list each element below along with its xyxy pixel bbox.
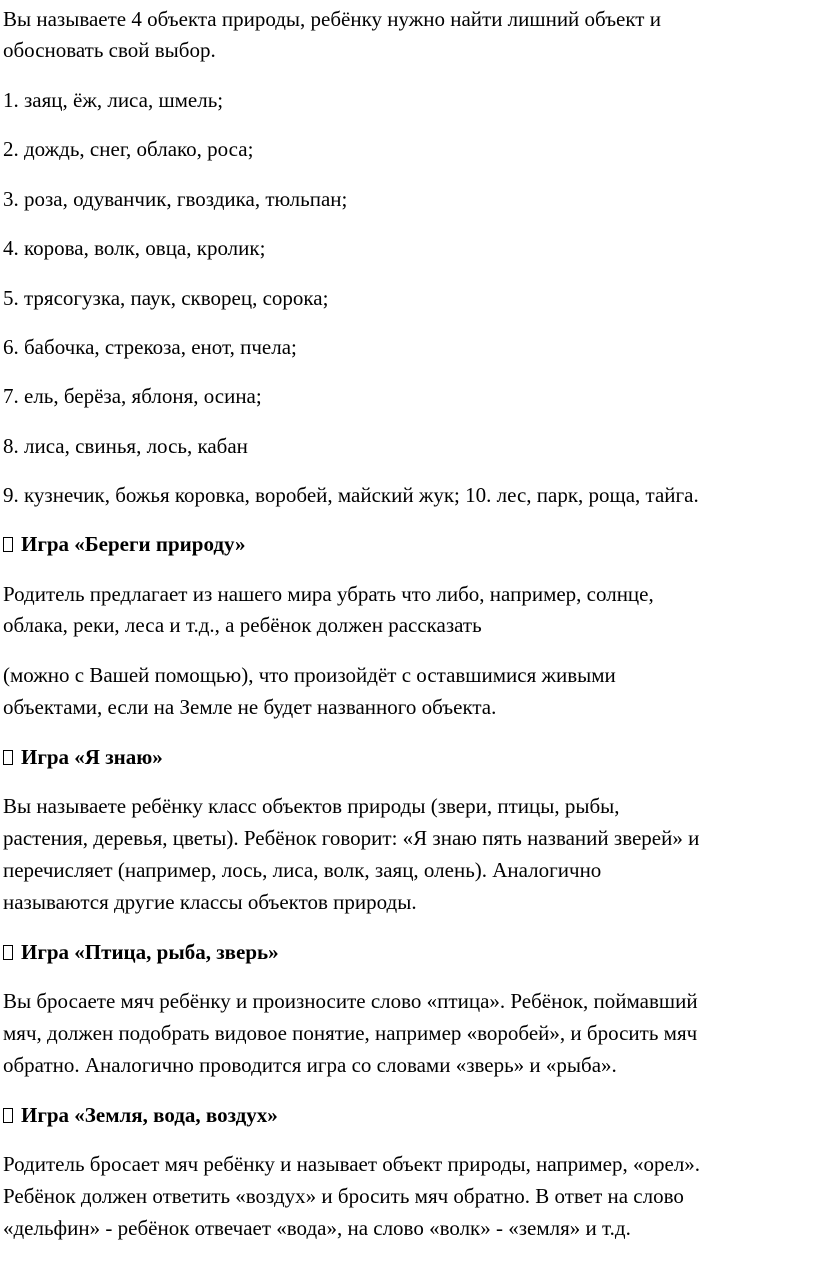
list-item: 3. роза, одуванчик, гвоздика, тюльпан; xyxy=(3,187,348,211)
paragraph-line: обратно. Аналогично проводится игра со словами «зверь» и «рыба». xyxy=(3,1053,617,1077)
checkbox-glyph-icon xyxy=(3,537,13,552)
list-item: 2. дождь, снег, облако, роса; xyxy=(3,137,254,161)
paragraph-line: Родитель предлагает из нашего мира убрать что либо, например, солнце, xyxy=(3,582,654,606)
game-title: Игра «Я знаю» xyxy=(21,745,163,769)
list-item: 1. заяц, ёж, лиса, шмель; xyxy=(3,88,224,112)
game-heading xyxy=(3,1100,278,1130)
paragraph-line: (можно с Вашей помощью), что произойдёт с оставшимися живыми xyxy=(3,663,616,687)
list-item: 7. ель, берёза, яблоня, осина; xyxy=(3,384,262,408)
paragraph-line: объектами, если на Земле не будет названного объекта. xyxy=(3,695,497,719)
paragraph-line: Вы бросаете мяч ребёнку и произносите слово «птица». Ребёнок, поймавший xyxy=(3,989,698,1013)
game-heading xyxy=(3,742,163,772)
list-item: 5. трясогузка, паук, скворец, сорока; xyxy=(3,286,329,310)
paragraph-line: облака, реки, леса и т.д., а ребёнок должен рассказать xyxy=(3,613,482,637)
list-item: 8. лиса, свинья, лось, кабан xyxy=(3,434,248,458)
game-heading xyxy=(3,937,279,967)
game-title: Игра «Земля, вода, воздух» xyxy=(21,1103,278,1127)
paragraph-line: «дельфин» - ребёнок отвечает «вода», на слово «волк» - «земля» и т.д. xyxy=(3,1216,631,1240)
paragraph-line: Родитель бросает мяч ребёнку и называет объект природы, например, «орел». xyxy=(3,1152,701,1176)
paragraph-line: Вы называете ребёнку класс объектов природы (звери, птицы, рыбы, xyxy=(3,794,620,818)
game-title: Игра «Береги природу» xyxy=(21,532,246,556)
paragraph-line: растения, деревья, цветы). Ребёнок говорит: «Я знаю пять названий зверей» и xyxy=(3,826,700,850)
checkbox-glyph-icon xyxy=(3,1108,13,1123)
paragraph-line: Ребёнок должен ответить «воздух» и бросить мяч обратно. В ответ на слово xyxy=(3,1184,684,1208)
list-item: 6. бабочка, стрекоза, енот, пчела; xyxy=(3,335,297,359)
checkbox-glyph-icon xyxy=(3,945,13,960)
list-item: 9. кузнечик, божья коровка, воробей, майский жук; 10. лес, парк, роща, тайга. xyxy=(3,483,699,507)
paragraph-line: мяч, должен подобрать видовое понятие, например «воробей», и бросить мяч xyxy=(3,1021,698,1045)
paragraph-line: называются другие классы объектов природы. xyxy=(3,890,417,914)
game-heading xyxy=(3,529,246,559)
checkbox-glyph-icon xyxy=(3,750,13,765)
game-title: Игра «Птица, рыба, зверь» xyxy=(21,940,279,964)
paragraph-line: перечисляет (например, лось, лиса, волк, заяц, олень). Аналогично xyxy=(3,858,602,882)
intro-line: Вы называете 4 объекта природы, ребёнку нужно найти лишний объект и xyxy=(3,7,661,31)
list-item: 4. корова, волк, овца, кролик; xyxy=(3,236,266,260)
intro-line: обосновать свой выбор. xyxy=(3,38,216,62)
